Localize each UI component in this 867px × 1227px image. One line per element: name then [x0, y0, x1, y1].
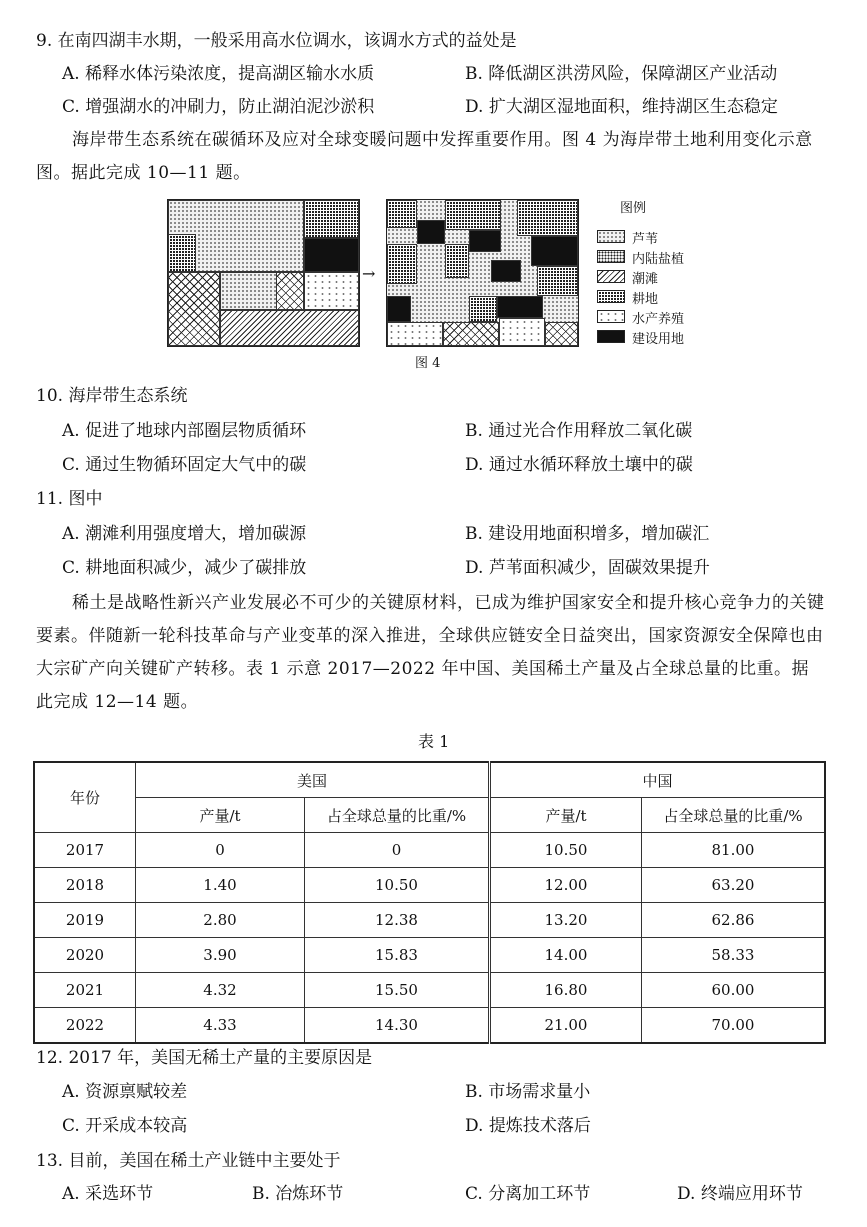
q9-stem: 9. 在南四湖丰水期，一般采用高水位调水，该调水方式的益处是: [36, 31, 517, 51]
header-cn-output: 产量/t: [490, 798, 642, 833]
header-year: 年份: [34, 762, 136, 833]
table-row: [34, 938, 825, 973]
table-row: [34, 833, 825, 868]
cell-us-output: 3.90: [136, 938, 305, 973]
figure-caption: 图 4: [415, 356, 441, 371]
q11-option-b: B. 建设用地面积增多，增加碳汇: [465, 524, 710, 544]
q11-option-a: A. 潮滩利用强度增大，增加碳源: [62, 524, 307, 544]
cell-year: 2019: [34, 903, 136, 938]
legend-label-build: 建设用地: [632, 332, 685, 347]
q11-option-d: D. 芦苇面积减少，固碳效果提升: [465, 558, 710, 578]
figure-arrow: →: [362, 264, 376, 283]
legend-swatch-build: [597, 330, 625, 343]
legend-title: 图例: [620, 201, 647, 216]
table-row: [34, 973, 825, 1008]
cell-cn-output: 14.00: [490, 938, 642, 973]
intro-12-14: 稀土是战略性新兴产业发展必不可少的关键原材料，已成为维护国家安全和提升核心竞争力的关键要素。伴随新一轮科技革命与产业变革的深入推进，全球供应链安全日益突出，国家资源安全保障也由大宗矿产向关键矿产转移。表 1 示意 2017—2022 年中国、美国稀土产量及占全球总量的比重。据此完成 12—14 题。: [36, 593, 825, 712]
cell-cn-output: 16.80: [490, 973, 642, 1008]
q13-option-c: C. 分离加工环节: [465, 1184, 591, 1204]
cell-year: 2022: [34, 1008, 136, 1044]
cell-year: 2018: [34, 868, 136, 903]
cell-us-output: 4.33: [136, 1008, 305, 1044]
q12-option-c: C. 开采成本较高: [62, 1116, 188, 1136]
cell-year: 2020: [34, 938, 136, 973]
legend-swatch-farm: [597, 290, 625, 303]
cell-us-share: 10.50: [305, 868, 490, 903]
cell-year: 2017: [34, 833, 136, 868]
cell-us-share: 0: [305, 833, 490, 868]
q12-stem: 12. 2017 年，美国无稀土产量的主要原因是: [36, 1048, 373, 1068]
cell-cn-share: 60.00: [642, 973, 826, 1008]
q9-option-b: B. 降低湖区洪涝风险，保障湖区产业活动: [465, 64, 778, 84]
cell-cn-share: 62.86: [642, 903, 826, 938]
legend-label-flat: 潮滩: [632, 272, 659, 287]
q11-stem: 11. 图中: [36, 489, 103, 509]
map-before: [167, 199, 360, 347]
table-row: [34, 903, 825, 938]
cell-us-share: 15.83: [305, 938, 490, 973]
q13-stem: 13. 目前，美国在稀土产业链中主要处于: [36, 1151, 341, 1171]
q12-option-d: D. 提炼技术落后: [465, 1116, 591, 1136]
q10-option-d: D. 通过水循环释放土壤中的碳: [465, 455, 693, 475]
cell-cn-share: 81.00: [642, 833, 826, 868]
q11-option-c: C. 耕地面积减少，减少了碳排放: [62, 558, 307, 578]
legend-label-farm: 耕地: [632, 292, 659, 307]
q10-option-c: C. 通过生物循环固定大气中的碳: [62, 455, 307, 475]
q9-option-a: A. 稀释水体污染浓度，提高湖区输水水质: [62, 64, 375, 84]
legend-label-aqua: 水产养殖: [632, 312, 685, 327]
cell-year: 2021: [34, 973, 136, 1008]
map-after: [386, 199, 579, 347]
cell-cn-output: 12.00: [490, 868, 642, 903]
cell-cn-output: 10.50: [490, 833, 642, 868]
cell-cn-share: 70.00: [642, 1008, 826, 1044]
cell-us-output: 0: [136, 833, 305, 868]
q12-option-a: A. 资源禀赋较差: [62, 1082, 188, 1102]
q13-option-d: D. 终端应用环节: [677, 1184, 803, 1204]
q9-option-c: C. 增强湖水的冲刷力，防止湖泊泥沙淤积: [62, 97, 375, 117]
q9-option-d: D. 扩大湖区湿地面积，维持湖区生态稳定: [465, 97, 778, 117]
header-cn-share: 占全球总量的比重/%: [642, 798, 826, 833]
table-row: [34, 1008, 825, 1044]
cell-us-output: 2.80: [136, 903, 305, 938]
header-cn: 中国: [490, 762, 826, 798]
q10-option-b: B. 通过光合作用释放二氧化碳: [465, 421, 693, 441]
table-caption: 表 1: [418, 732, 450, 751]
cell-us-share: 15.50: [305, 973, 490, 1008]
cell-cn-share: 63.20: [642, 868, 826, 903]
intro-10-11: 海岸带生态系统在碳循环及应对全球变暖问题中发挥重要作用。图 4 为海岸带土地利用变化示意图。据此完成 10—11 题。: [36, 130, 813, 183]
legend-label-salt: 内陆盐植: [632, 252, 685, 267]
header-us: 美国: [136, 762, 490, 798]
cell-us-share: 12.38: [305, 903, 490, 938]
cell-cn-output: 21.00: [490, 1008, 642, 1044]
header-us-output: 产量/t: [136, 798, 305, 833]
q10-option-a: A. 促进了地球内部圈层物质循环: [62, 421, 307, 441]
q12-option-b: B. 市场需求量小: [465, 1082, 591, 1102]
legend-swatch-aqua: [597, 310, 625, 323]
q10-stem: 10. 海岸带生态系统: [36, 386, 188, 406]
cell-us-output: 4.32: [136, 973, 305, 1008]
legend-swatch-flat: [597, 270, 625, 283]
legend-swatch-salt: [597, 250, 625, 263]
cell-cn-share: 58.33: [642, 938, 826, 973]
cell-us-share: 14.30: [305, 1008, 490, 1044]
legend-swatch-reed: [597, 230, 625, 243]
cell-cn-output: 13.20: [490, 903, 642, 938]
q13-option-a: A. 采选环节: [62, 1184, 154, 1204]
legend-label-reed: 芦苇: [632, 232, 659, 247]
header-us-share: 占全球总量的比重/%: [305, 798, 490, 833]
rare-earth-table: [33, 761, 826, 1044]
cell-us-output: 1.40: [136, 868, 305, 903]
table-row: [34, 868, 825, 903]
q13-option-b: B. 冶炼环节: [252, 1184, 344, 1204]
